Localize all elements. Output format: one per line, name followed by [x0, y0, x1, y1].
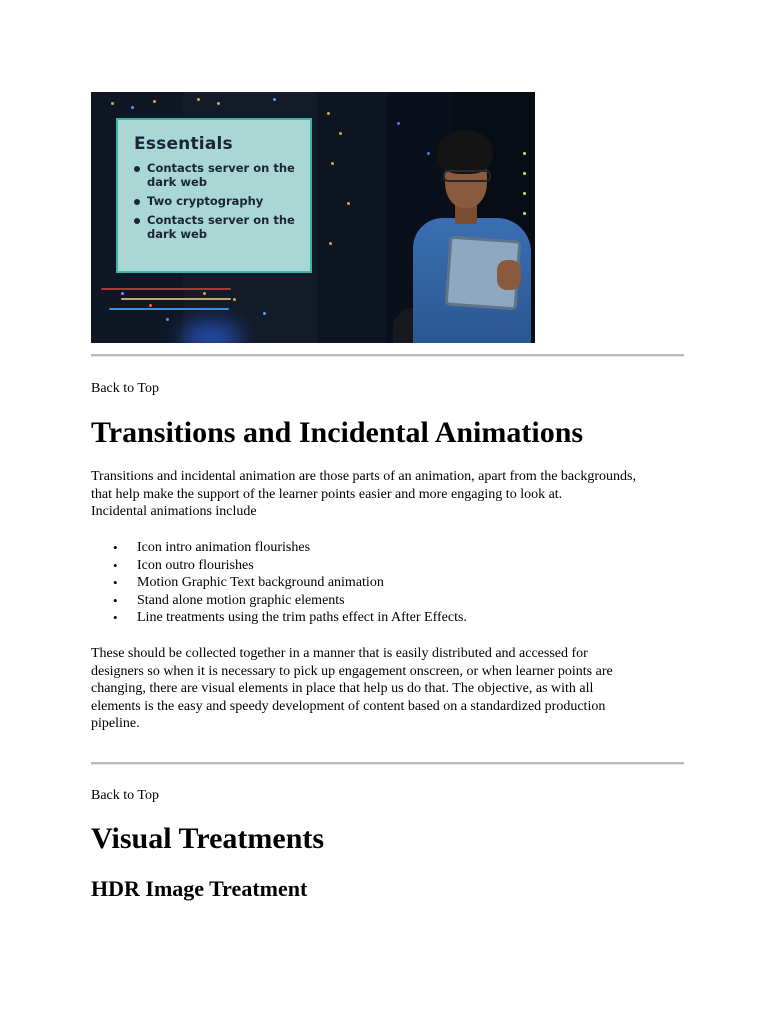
essentials-item: Two cryptography: [134, 194, 300, 208]
divider: [91, 762, 684, 764]
list-item: • Icon outro flourishes: [91, 557, 651, 575]
divider: [91, 354, 684, 356]
hero-image: [91, 92, 535, 343]
essentials-list: [134, 161, 300, 241]
closing-line: designers so when it is necessary to pick up engagement onscreen, or when learner points are: [91, 663, 613, 679]
list-item: • Icon intro animation flourishes: [91, 539, 651, 557]
person-with-tablet: [393, 122, 533, 343]
essentials-title: Essentials: [134, 134, 233, 154]
back-to-top-link[interactable]: Back to Top: [91, 788, 159, 803]
closing-line: changing, there are visual elements in place that help us do that. The objective, as with all: [91, 681, 594, 696]
closing-line: These should be collected together in a manner that is easily distributed and accessed for: [91, 646, 588, 661]
essentials-item: Contacts server on the dark web: [134, 161, 300, 189]
list-item: • Stand alone motion graphic elements: [91, 592, 651, 610]
intro-paragraph: [91, 468, 687, 521]
closing-paragraph: [91, 645, 687, 733]
closing-line: pipeline.: [91, 716, 140, 731]
animation-bullet-list: [91, 539, 651, 627]
essentials-item: Contacts server on the dark web: [134, 213, 300, 241]
essentials-card: [116, 118, 312, 273]
glasses-icon: [443, 170, 491, 182]
list-item: • Motion Graphic Text background animation: [91, 574, 651, 592]
section-heading: Transitions and Incidental Animations: [91, 416, 584, 449]
intro-line: Incidental animations include: [91, 504, 257, 519]
section-heading: Visual Treatments: [91, 822, 325, 855]
list-item: • Line treatments using the trim paths effect in After Effects.: [91, 609, 651, 627]
back-to-top-link[interactable]: Back to Top: [91, 381, 159, 396]
intro-line: that help make the support of the learner points easier and more engaging to look at.: [91, 486, 563, 502]
server-rack-right: [317, 92, 387, 343]
intro-line: Transitions and incidental animation are those parts of an animation, apart from the backgrounds,: [91, 469, 636, 484]
subsection-heading: HDR Image Treatment: [91, 876, 308, 901]
closing-line: elements is the easy and speedy development of content based on a standardized production: [91, 698, 606, 714]
